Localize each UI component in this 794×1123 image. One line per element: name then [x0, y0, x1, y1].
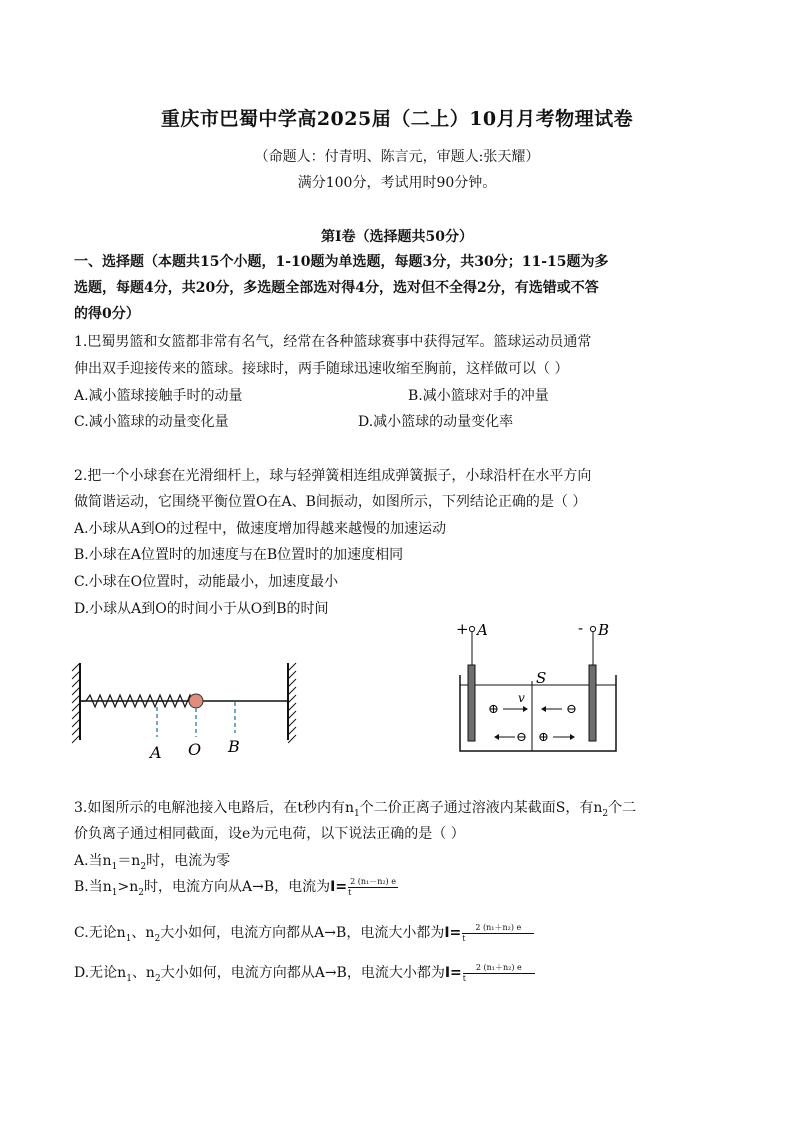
- q3-stem-part: 个二: [608, 800, 637, 816]
- q1-stem-line-2: 伸出双手迎接传来的篮球。接球时，两手随球迅速收缩至胸前，这样做可以（ ）: [74, 361, 569, 377]
- subscript: 1: [111, 861, 118, 872]
- current-symbol: I=: [444, 925, 462, 941]
- q3-option-c: [74, 922, 534, 944]
- fraction: [348, 877, 398, 898]
- label-b: B: [228, 737, 240, 756]
- q2-option-b: B.小球在A位置时的加速度与在B位置时的加速度相同: [74, 547, 404, 563]
- electrode-b-plate: [589, 665, 596, 741]
- current-symbol: I=: [444, 965, 462, 981]
- option-text: 大小如何，电流方向都从A→B，电流大小都为: [160, 925, 445, 941]
- option-text: B.当n: [74, 879, 112, 895]
- q3-option-d: [74, 962, 535, 984]
- fraction-numerator: 2 (n₁－n₂) e: [350, 876, 396, 886]
- negative-ion-1: ⊖: [566, 702, 577, 717]
- exam-info: 满分100分，考试用时90分钟。: [297, 175, 497, 191]
- exam-title: 重庆市巴蜀中学高2025届（二上）10月月考物理试卷: [160, 108, 634, 130]
- terminal-a: [469, 626, 474, 631]
- section-label: S: [536, 669, 547, 687]
- q3-option-b: [74, 876, 398, 898]
- q3-stem-part: 3.如图所示的电解池接入电路后，在t秒内有n: [74, 800, 354, 816]
- q1-option-d: D.减小篮球的动量变化率: [358, 414, 514, 430]
- electrode-b-label: B: [598, 621, 610, 639]
- q2-option-c: C.小球在O位置时，动能最小，加速度最小: [74, 574, 339, 590]
- subscript: 1: [111, 887, 118, 898]
- right-wall-hatching: [288, 663, 296, 743]
- exam-authors: （命题人：付青明、陈言元，审题人:张天耀）: [254, 149, 540, 165]
- electrode-a-label: A: [477, 621, 488, 639]
- terminal-b: [590, 626, 595, 631]
- velocity-label: v: [518, 691, 525, 705]
- option-text: C.无论n: [74, 925, 126, 941]
- subscript: 2: [154, 973, 161, 984]
- spring: [80, 695, 194, 707]
- q1-stem-line-1: 1.巴蜀男篮和女篮都非常有名气，经常在各种篮球赛事中获得冠军。篮球运动员通常: [74, 334, 592, 350]
- fraction: [463, 963, 535, 984]
- option-text: 、n: [131, 925, 155, 941]
- left-wall-hatching: [72, 663, 80, 743]
- option-text: A.当n: [74, 853, 112, 869]
- q1-option-b: B.减小篮球对手的冲量: [408, 388, 549, 404]
- option-text: 时，电流为零: [146, 853, 231, 869]
- option-text: >n: [117, 879, 139, 895]
- instructions-line-1: 一、选择题（本题共15个小题，1-10题为单选题，每题3分，共30分；11-15题为多: [74, 254, 609, 270]
- arrow-right-2-head: [570, 734, 575, 740]
- arrow-left-2-head: [494, 734, 499, 740]
- current-symbol: I=: [330, 879, 348, 895]
- fraction-denominator: t: [463, 973, 535, 984]
- plus-sign: +: [456, 620, 469, 638]
- subscript: 1: [125, 933, 132, 944]
- electrode-a-plate: [468, 665, 475, 741]
- q2-option-d: D.小球从A到O的时间小于从O到B的时间: [74, 601, 329, 617]
- fraction: [462, 923, 534, 944]
- fraction-denominator: t: [348, 887, 398, 898]
- q2-option-a: A.小球从A到O的过程中，做速度增加得越来越慢的加速运动: [74, 521, 447, 537]
- label-o: O: [188, 740, 202, 759]
- q3-option-a: [74, 850, 230, 872]
- subscript: 1: [354, 808, 360, 819]
- subscript: 2: [154, 933, 161, 944]
- fraction-numerator: 2 (n₁＋n₂) e: [475, 962, 522, 972]
- q1-option-a: A.减小篮球接触手时的动量: [74, 388, 243, 404]
- spring-oscillator-figure: [66, 655, 306, 765]
- option-text: 大小如何，电流方向都从A→B，电流大小都为: [160, 965, 445, 981]
- q3-stem-part: 个二价正离子通过溶液内某截面S，有n: [359, 800, 603, 816]
- option-text: D.无论n: [74, 965, 127, 981]
- option-text: 时，电流方向从A→B，电流为: [143, 879, 331, 895]
- subscript: 2: [138, 887, 144, 898]
- fraction-numerator: 2 (n₁＋n₂) e: [475, 922, 522, 932]
- part1-heading: 第Ⅰ卷（选择题共50分）: [320, 229, 474, 245]
- fraction-denominator: t: [462, 933, 534, 944]
- electrolytic-cell-figure: [448, 613, 628, 758]
- subscript: 2: [602, 808, 609, 819]
- arrow-right-1-head: [523, 706, 528, 712]
- positive-ion-2: ⊕: [538, 730, 549, 745]
- minus-sign: -: [578, 619, 584, 637]
- ball: [189, 694, 203, 708]
- instructions-line-3: 的得0分）: [74, 306, 140, 322]
- q3-stem-line-1: [74, 797, 636, 819]
- arrow-left-1-head: [541, 706, 546, 712]
- q1-option-c: C.减小篮球的动量变化量: [74, 414, 229, 430]
- q2-stem-line-2: 做简谐运动，它围绕平衡位置O在A、B间振动，如图所示，下列结论正确的是（ ）: [74, 494, 587, 510]
- subscript: 1: [126, 973, 132, 984]
- negative-ion-2: ⊖: [516, 730, 527, 745]
- q3-stem-line-2: 价负离子通过相同截面，设e为元电荷，以下说法正确的是（ ）: [74, 826, 465, 842]
- option-text: 、n: [131, 965, 155, 981]
- instructions-line-2: 选题，每题4分，共20分，多选题全部选对得4分，选对但不全得2分，有选错或不答: [74, 280, 599, 296]
- q2-stem-line-1: 2.把一个小球套在光滑细杆上，球与轻弹簧相连组成弹簧振子，小球沿杆在水平方向: [74, 468, 592, 484]
- option-text: ＝n: [117, 853, 141, 869]
- subscript: 2: [140, 861, 147, 872]
- positive-ion-1: ⊕: [488, 702, 499, 717]
- label-a: A: [150, 743, 162, 762]
